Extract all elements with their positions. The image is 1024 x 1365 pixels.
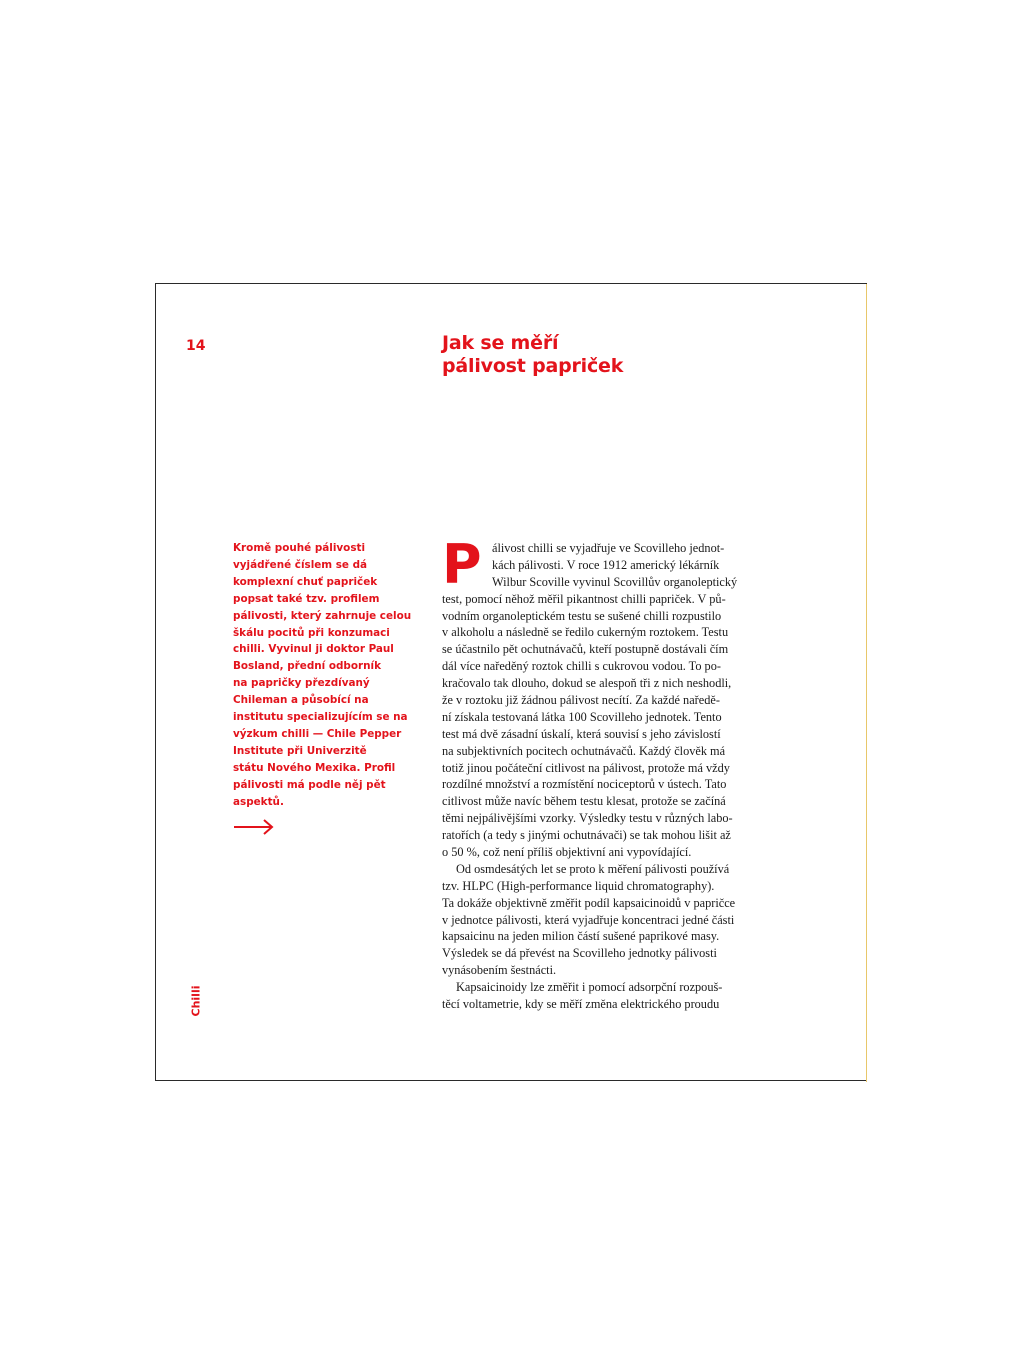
body-line: álivost chilli se vyjadřuje ve Scovilleho jednot- — [492, 541, 725, 555]
body-line: citlivost může navíc během testu klesat, protože se začíná — [442, 794, 726, 809]
body-line: těmi nejpálivějšími vzorky. Výsledky testu v různých labo- — [442, 811, 733, 826]
side-note-line: aspektů. — [233, 795, 284, 808]
body-line: v jednotce pálivosti, která vyjadřuje koncentraci jedné části — [442, 912, 735, 927]
body-line: dál více naředěný roztok chilli s cukrovou vodou. To po- — [442, 659, 721, 674]
chapter-title-line: Jak se měří — [442, 332, 559, 354]
running-head — [189, 979, 203, 1023]
side-note-line: státu Nového Mexika. Profil — [233, 761, 396, 774]
side-note-line: komplexní chuť papriček — [233, 575, 378, 588]
side-note — [233, 540, 413, 811]
side-note-line: popsat také tzv. profilem — [233, 592, 380, 605]
body-line: na subjektivních pocitech ochutnávačů. Každý člověk má — [442, 743, 726, 758]
body-line: ratořích (a tedy s jinými ochutnávači) se tak mohou lišit až — [442, 828, 731, 843]
side-note-line: vyjádřené číslem se dá — [233, 558, 368, 571]
side-note-line: Institute při Univerzitě — [233, 744, 367, 757]
body-line: těcí voltametrie, kdy se měří změna elektrického proudu — [442, 997, 720, 1012]
body-line: totiž jinou počáteční citlivost na pálivost, protože má vždy — [442, 760, 730, 775]
body-line: Ta dokáže objektivně změřit podíl kapsaicinoidů v papričce — [442, 895, 736, 910]
body-line: tzv. HLPC (High-performance liquid chromatography). — [442, 878, 715, 893]
body-line: kračovalo tak dlouho, dokud se alespoň tři z nich neshodli, — [442, 676, 732, 691]
side-note-line: výzkum chilli — Chile Pepper — [233, 727, 402, 740]
body-line: test má dvě zásadní úskalí, která souvisí s jeho závislostí — [442, 726, 721, 741]
side-note-line: pálivosti, který zahrnuje celou — [233, 609, 412, 622]
side-note-line: Chileman a působící na — [233, 694, 369, 707]
page-edge — [866, 284, 867, 1082]
side-note-line: chilli. Vyvinul ji doktor Paul — [233, 643, 394, 656]
body-line: test, pomocí něhož měřil pikantnost chilli papriček. V pů- — [442, 591, 726, 606]
side-note-line: na papričky přezdívaný — [233, 677, 370, 690]
body-line: o 50 %, což není příliš objektivní ani vypovídající. — [442, 845, 692, 860]
body-line: kách pálivosti. V roce 1912 americký lékárník — [492, 557, 720, 572]
chapter-title-line: pálivost papriček — [442, 355, 624, 377]
body-line: Výsledek se dá převést na Scovilleho jednotky pálivosti — [442, 946, 717, 961]
body-line: vynásobením šestnácti. — [442, 963, 557, 978]
book-page — [155, 283, 867, 1081]
body-line: Kapsaicinoidy lze změřit i pomocí adsorpční rozpouš- — [456, 980, 723, 995]
side-note-line: Bosland, přední odborník — [233, 660, 381, 673]
body-line: rozdílné množství a rozmístění nociceptorů v ústech. Tato — [442, 777, 727, 792]
side-note-line: institutu specializujícím se na — [233, 711, 408, 724]
chapter-title — [442, 332, 802, 378]
body-line: v alkoholu a následně se ředilo cukerným roztokem. Testu — [442, 625, 729, 640]
arrow-right-icon — [233, 818, 275, 836]
running-head-label: Chilli — [189, 985, 203, 1017]
drop-cap-letter: P — [442, 533, 482, 596]
side-note-line: Kromě pouhé pálivosti — [233, 542, 366, 554]
body-line: vodním organoleptickém testu se sušené chilli rozpustilo — [442, 608, 722, 623]
body-line: se účastnilo pět ochutnávačů, kteří postupně dostávali čím — [442, 642, 729, 657]
body-text — [442, 533, 782, 1013]
page-number: 14 — [186, 338, 206, 354]
body-line: že v roztoku již žádnou pálivost necítí. Za každé naředě- — [442, 693, 720, 708]
side-note-line: škálu pocitů při konzumaci — [233, 626, 390, 639]
side-note-line: pálivosti má podle něj pět — [233, 778, 386, 791]
body-line: Wilbur Scoville vyvinul Scovillův organoleptický — [492, 574, 738, 589]
body-line: Od osmdesátých let se proto k měření pálivosti používá — [456, 861, 730, 876]
body-line: kapsaicinu na jeden milion částí sušené paprikové masy. — [442, 929, 720, 944]
body-line: ní získala testovaná látka 100 Scovilleho jednotek. Tento — [442, 709, 722, 724]
